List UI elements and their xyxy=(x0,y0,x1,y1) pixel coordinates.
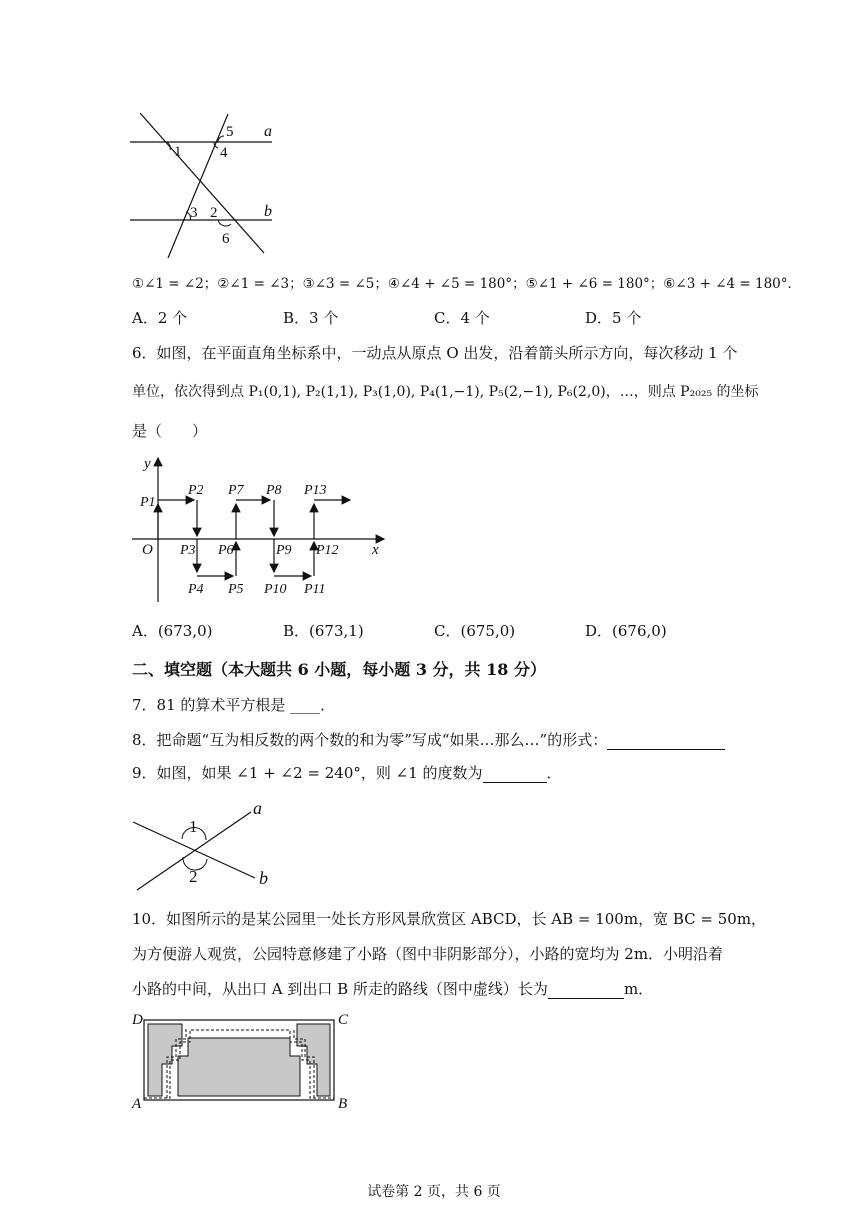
q8-text xyxy=(132,729,725,750)
p6-label: P6 xyxy=(218,543,234,558)
angle-3-label: 3 xyxy=(190,205,198,221)
q8-answer-blank[interactable] xyxy=(607,733,725,750)
corner-d-label: D xyxy=(132,1012,143,1028)
q9-figure xyxy=(125,798,285,898)
q6-text-line3: 是（ ） xyxy=(132,422,208,440)
p3-label: P3 xyxy=(180,543,196,558)
q9-question: 9．如图，如果 ∠1 + ∠2 = 240°，则 ∠1 的度数为 xyxy=(132,764,483,782)
q6-option-d[interactable]: D．(676,0) xyxy=(585,622,667,640)
p9-label: P9 xyxy=(276,543,292,558)
line-a-label: a xyxy=(253,798,262,818)
q10-text-line3 xyxy=(132,978,653,999)
corner-c-label: C xyxy=(338,1012,349,1028)
y-axis-label: y xyxy=(144,456,151,472)
p13-label: P13 xyxy=(304,483,327,498)
q8-question: 8．把命题“互为相反数的两个数的和为零”写成“如果…那么…”的形式： xyxy=(132,731,608,749)
line-a-label: a xyxy=(264,123,272,140)
angle-2-label: 2 xyxy=(189,867,198,886)
q7-text: 7．81 的算术平方根是 ____． xyxy=(132,696,336,714)
q6-option-b[interactable]: B．(673,1) xyxy=(283,622,364,640)
angle-4-label: 4 xyxy=(220,145,228,161)
q5-option-a[interactable]: A．2 个 xyxy=(132,309,188,327)
p10-label: P10 xyxy=(264,582,287,597)
q10-text-line1: 10．如图所示的是某公园里一处长方形风景欣赏区 ABCD，长 AB = 100m，宽 BC = 50m， xyxy=(132,910,767,928)
angle-6-label: 6 xyxy=(222,231,230,247)
q9-answer-blank[interactable] xyxy=(483,766,547,783)
q6-coordinate-figure xyxy=(128,452,393,602)
origin-label: O xyxy=(142,542,153,558)
corner-b-label: B xyxy=(338,1096,348,1112)
line-b-label: b xyxy=(259,868,268,888)
line-b-label: b xyxy=(264,203,272,220)
p1-label: P1 xyxy=(140,495,156,510)
p4-label: P4 xyxy=(188,582,204,597)
p7-label: P7 xyxy=(228,483,244,498)
q9-text xyxy=(132,762,562,783)
q6-text-line2: 单位，依次得到点 P₁(0,1), P₂(1,1), P₃(1,0), P₄(1,−1), P₅(2,−1), P₆(2,0)，…，则点 P₂₀₂₅ 的坐标 xyxy=(132,384,759,400)
p11-label: P11 xyxy=(304,582,326,597)
q5-figure xyxy=(120,108,290,268)
x-axis-label: x xyxy=(372,542,379,558)
page-footer: 试卷第 2 页，共 6 页 xyxy=(367,1184,501,1200)
q10-question: 小路的中间，从出口 A 到出口 B 所走的路线（图中虚线）长为 xyxy=(132,980,548,998)
q6-text-line1: 6．如图，在平面直角坐标系中，一动点从原点 O 出发，沿着箭头所示方向，每次移动 1 个 xyxy=(132,344,738,362)
q10-answer-blank[interactable] xyxy=(548,982,624,999)
section-2-heading: 二、填空题（本大题共 6 小题，每小题 3 分，共 18 分） xyxy=(132,660,546,679)
angle-1-label: 1 xyxy=(189,817,198,836)
q10-park-figure xyxy=(130,1010,355,1110)
q6-option-c[interactable]: C．(675,0) xyxy=(434,622,516,640)
corner-a-label: A xyxy=(132,1096,142,1112)
q9-period: ． xyxy=(546,764,562,782)
p2-label: P2 xyxy=(188,483,204,498)
q10-unit: m． xyxy=(623,980,654,998)
q5-statements: ①∠1 = ∠2；②∠1 = ∠3；③∠3 = ∠5；④∠4 + ∠5 = 180°；⑤∠1 + ∠6 = 180°；⑥∠3 + ∠4 = 180°． xyxy=(132,276,802,292)
p12-label: P12 xyxy=(316,543,339,558)
q5-option-c[interactable]: C．4 个 xyxy=(434,309,490,327)
angle-5-label: 5 xyxy=(226,124,234,140)
p5-label: P5 xyxy=(228,582,244,597)
q5-option-d[interactable]: D．5 个 xyxy=(585,309,642,327)
p8-label: P8 xyxy=(266,483,282,498)
angle-2-label: 2 xyxy=(210,205,218,221)
q6-option-a[interactable]: A．(673,0) xyxy=(132,622,213,640)
q5-option-b[interactable]: B．3 个 xyxy=(283,309,339,327)
angle-1-label: 1 xyxy=(174,144,182,160)
q10-text-line2: 为方便游人观赏，公园特意修建了小路（图中非阴影部分），小路的宽均为 2m．小明沿着 xyxy=(132,945,724,963)
